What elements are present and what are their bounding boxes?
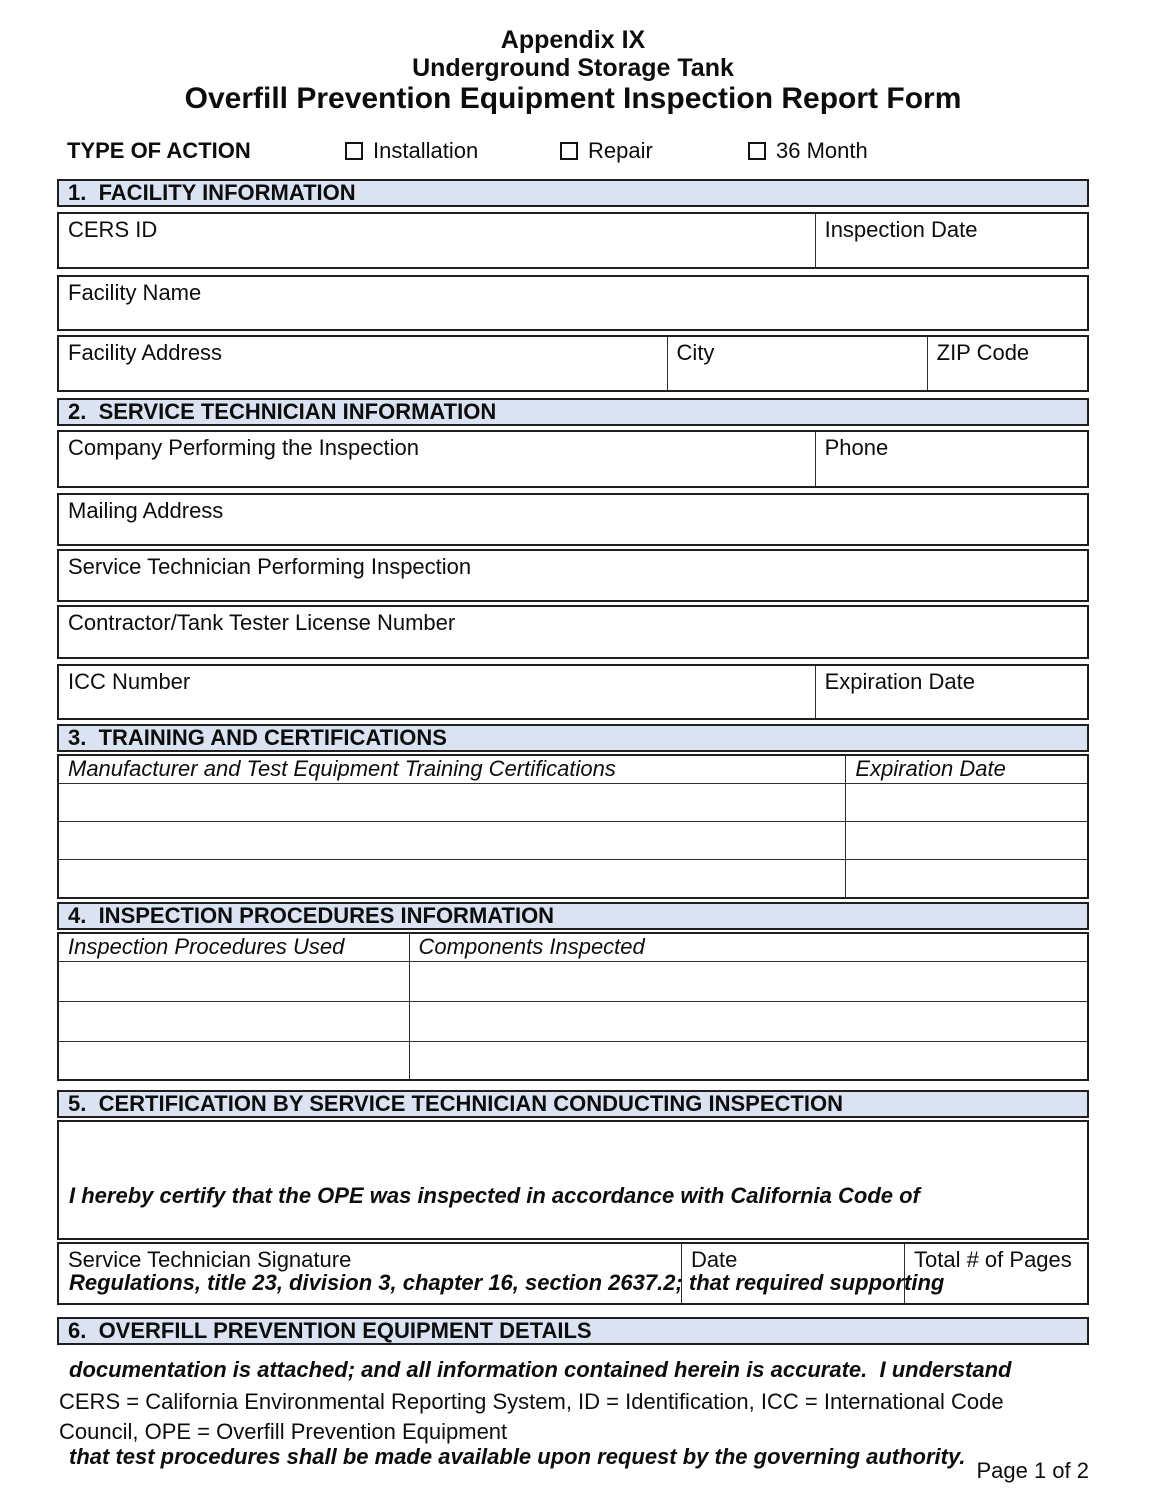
cers-id-label: CERS ID [68, 217, 158, 242]
procedures-table [57, 932, 1089, 1081]
field-cers-id[interactable] [59, 214, 815, 267]
field-expiration-date[interactable] [815, 666, 1087, 718]
procedure-row-1 [59, 961, 1087, 1001]
service-technician-label: Service Technician Performing Inspection [68, 554, 472, 579]
section-5-header: 5. CERTIFICATION BY SERVICE TECHNICIAN CONDUCTING INSPECTION [57, 1090, 1089, 1118]
icc-number-label: ICC Number [68, 669, 191, 694]
facility-row-2 [57, 275, 1089, 331]
repair-checkbox[interactable] [560, 142, 578, 160]
option-36-month[interactable] [748, 138, 868, 164]
field-total-pages[interactable] [904, 1244, 1087, 1303]
procedure-3-cell[interactable] [59, 1042, 409, 1079]
signature-label: Service Technician Signature [68, 1247, 352, 1272]
facility-row-3 [57, 335, 1089, 392]
field-icc-number[interactable] [59, 666, 815, 718]
components-1-cell[interactable] [409, 962, 1087, 1001]
certification-3-name-cell[interactable] [59, 860, 845, 897]
components-column-header: Components Inspected [409, 934, 1087, 961]
field-facility-name[interactable] [59, 277, 1087, 329]
field-mailing-address[interactable] [59, 495, 1087, 544]
title-subject: Underground Storage Tank [412, 54, 734, 82]
repair-label: Repair [588, 138, 653, 163]
field-city[interactable] [667, 337, 927, 390]
date-label: Date [690, 1247, 738, 1272]
inspection-date-label: Inspection Date [824, 217, 978, 242]
field-phone[interactable] [815, 432, 1087, 486]
field-facility-address[interactable] [59, 337, 667, 390]
abbreviation-note-line-1: CERS = California Environmental Reporting System, ID = Identification, ICC = International Code [59, 1389, 1004, 1414]
section-1-header: 1. FACILITY INFORMATION [57, 179, 1089, 207]
certification-1-expiration-cell[interactable] [845, 784, 1087, 821]
field-company[interactable] [59, 432, 815, 486]
certification-1-name-cell[interactable] [59, 784, 845, 821]
certifications-table-header [59, 756, 1087, 783]
field-inspection-date[interactable] [815, 214, 1087, 267]
form-title-block [57, 26, 1089, 116]
page-number: Page 1 of 2 [976, 1458, 1089, 1483]
phone-label: Phone [824, 435, 889, 460]
field-service-technician[interactable] [59, 551, 1087, 600]
field-license-number[interactable] [59, 607, 1087, 657]
procedures-table-header [59, 934, 1087, 961]
procedures-column-header: Inspection Procedures Used [68, 934, 345, 959]
technician-row-1 [57, 430, 1089, 488]
procedure-1-cell[interactable] [59, 962, 409, 1001]
field-signature[interactable] [59, 1244, 681, 1303]
city-label: City [676, 340, 715, 365]
form-content [57, 0, 1089, 1484]
technician-row-4 [57, 605, 1089, 659]
option-installation[interactable] [345, 138, 478, 164]
certification-2-expiration-cell[interactable] [845, 822, 1087, 859]
company-label: Company Performing the Inspection [68, 435, 419, 460]
field-zip-code[interactable] [927, 337, 1087, 390]
type-of-action-label: TYPE OF ACTION [67, 138, 251, 163]
mailing-address-label: Mailing Address [68, 498, 224, 523]
certification-2-name-cell[interactable] [59, 822, 845, 859]
abbreviation-note-line-2: Council, OPE = Overfill Prevention Equipment [59, 1419, 508, 1444]
facility-name-label: Facility Name [68, 280, 202, 305]
total-pages-label: Total # of Pages [914, 1247, 1072, 1272]
zip-code-label: ZIP Code [936, 340, 1030, 365]
section-6-header: 6. OVERFILL PREVENTION EQUIPMENT DETAILS [57, 1317, 1089, 1345]
certification-statement-line-2: Regulations, title 23, division 3, chapter 16, section 2637.2; that required supporting [69, 1270, 945, 1295]
section-4-header: 4. INSPECTION PROCEDURES INFORMATION [57, 902, 1089, 930]
certification-statement-line-1: I hereby certify that the OPE was inspected in accordance with California Code of [69, 1183, 920, 1208]
certification-row-1 [59, 783, 1087, 821]
procedure-row-3 [59, 1041, 1087, 1079]
page-title: Overfill Prevention Equipment Inspection Report Form [184, 82, 962, 115]
certification-statement-line-3: documentation is attached; and all information contained herein is accurate. I understand [69, 1357, 1012, 1382]
procedure-row-2 [59, 1001, 1087, 1041]
certification-row-3 [59, 859, 1087, 897]
components-2-cell[interactable] [409, 1002, 1087, 1041]
certification-statement-line-4: that test procedures shall be made available upon request by the governing authority. [69, 1444, 966, 1469]
type-of-action-row [57, 138, 1089, 164]
36-month-checkbox[interactable] [748, 142, 766, 160]
field-date[interactable] [681, 1244, 904, 1303]
procedure-2-cell[interactable] [59, 1002, 409, 1041]
technician-row-5 [57, 664, 1089, 720]
installation-label: Installation [373, 138, 479, 163]
section-3-header: 3. TRAINING AND CERTIFICATIONS [57, 724, 1089, 752]
components-3-cell[interactable] [409, 1042, 1087, 1079]
36-month-label: 36 Month [776, 138, 868, 163]
certification-expiration-column-header: Expiration Date [845, 756, 1087, 783]
installation-checkbox[interactable] [345, 142, 363, 160]
license-number-label: Contractor/Tank Tester License Number [68, 610, 456, 635]
technician-row-3 [57, 549, 1089, 602]
certifications-column-header: Manufacturer and Test Equipment Training Certifications [68, 756, 616, 781]
title-appendix: Appendix IX [500, 26, 646, 54]
abbreviation-note [57, 1387, 1089, 1447]
certification-3-expiration-cell[interactable] [845, 860, 1087, 897]
technician-row-2 [57, 493, 1089, 546]
certification-row-2 [59, 821, 1087, 859]
certifications-table [57, 754, 1089, 899]
section-2-header: 2. SERVICE TECHNICIAN INFORMATION [57, 398, 1089, 426]
signature-row [57, 1242, 1089, 1305]
expiration-date-label: Expiration Date [824, 669, 975, 694]
option-repair[interactable] [560, 138, 653, 164]
facility-address-label: Facility Address [68, 340, 223, 365]
facility-row-1 [57, 212, 1089, 269]
